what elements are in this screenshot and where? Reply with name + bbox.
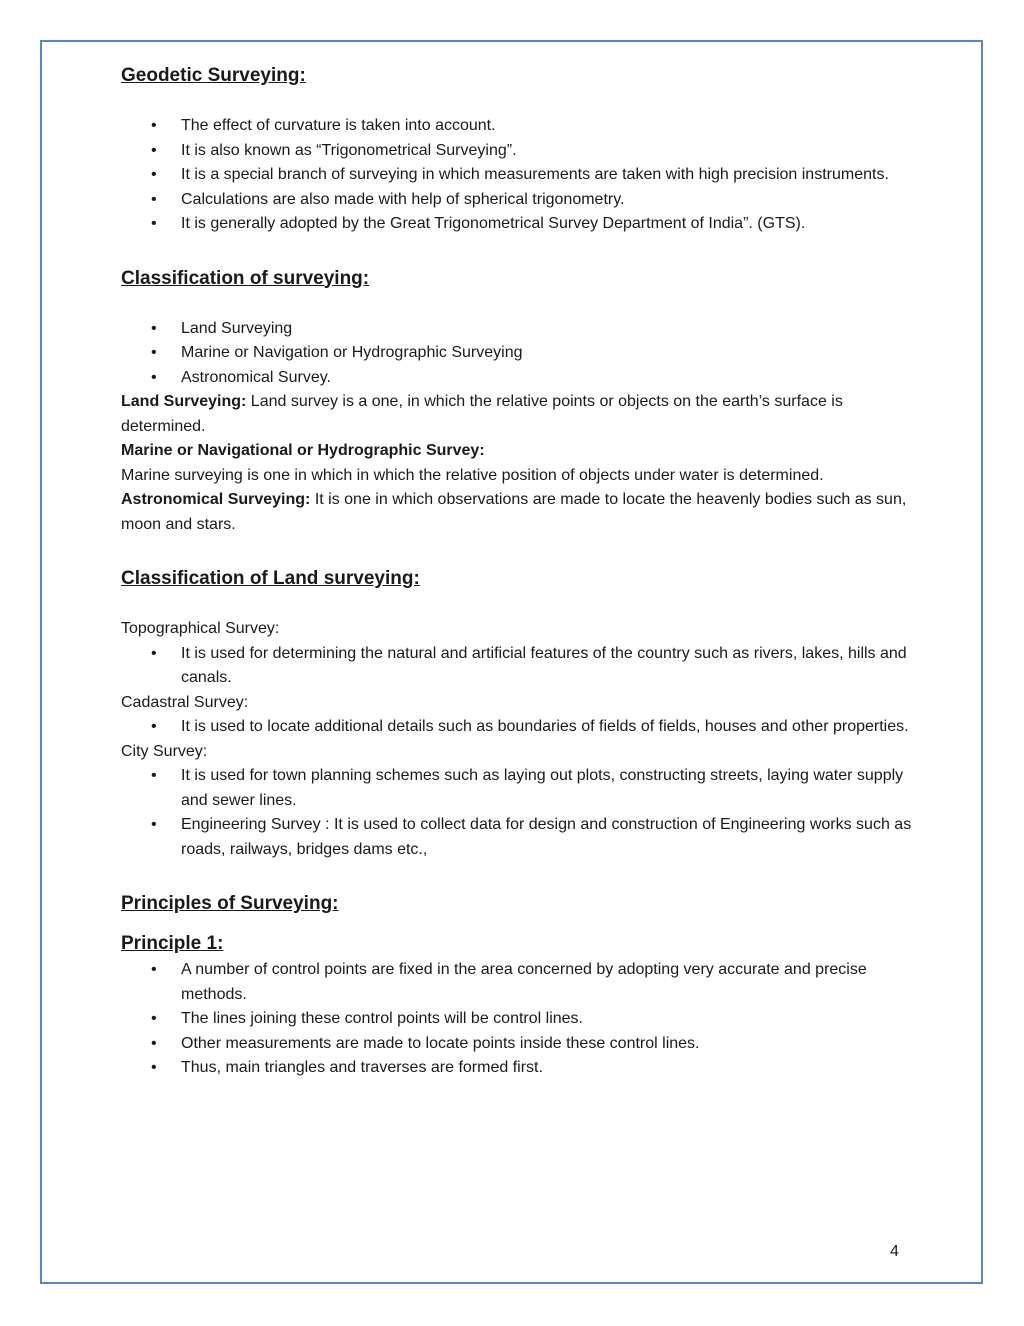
- marine-survey-label: Marine or Navigational or Hydrographic Survey:: [121, 442, 485, 459]
- cadastral-label: Cadastral Survey:: [121, 693, 249, 711]
- list-item: • Thus, main triangles and traverses are formed first.: [121, 1056, 921, 1081]
- geodetic-heading: Geodetic Surveying:: [121, 65, 306, 86]
- list-item: • It is also known as “Trigonometrical Surveying”.: [121, 139, 921, 164]
- page-number: 4: [890, 1243, 899, 1260]
- astronomical-label: Astronomical Surveying:: [121, 491, 311, 508]
- list-item: • It is used to locate additional details such as boundaries of fields of fields, houses and other properties.: [121, 715, 921, 740]
- topographical-label: Topographical Survey:: [121, 620, 280, 637]
- principle-1-list: [121, 958, 921, 1081]
- list-item: • It is used for town planning schemes such as laying out plots, constructing streets, laying water supply and sewer lines.: [121, 764, 921, 813]
- classification-heading: Classification of surveying:: [121, 267, 370, 289]
- land-classification-heading: Classification of Land surveying:: [121, 568, 420, 589]
- city-label: City Survey:: [121, 742, 208, 760]
- list-item: • The lines joining these control points will be control lines.: [121, 1007, 921, 1032]
- list-item: • A number of control points are fixed in the area concerned by adopting very accurate and precise methods.: [121, 958, 921, 1007]
- list-item: • It is used for determining the natural and artificial features of the country such as rivers, lakes, hills and canals.: [121, 642, 921, 691]
- document-content: [121, 62, 921, 1081]
- astronomical-paragraph: [121, 488, 921, 537]
- list-item: • Calculations are also made with help of spherical trigonometry.: [121, 188, 921, 213]
- land-surveying-label: Land Surveying:: [121, 393, 247, 410]
- principle-1-heading: Principle 1:: [121, 933, 224, 954]
- classification-list: [121, 317, 921, 391]
- principles-heading: Principles of Surveying:: [121, 893, 339, 914]
- geodetic-list: [121, 114, 921, 237]
- list-item: • Other measurements are made to locate points inside these control lines.: [121, 1032, 921, 1057]
- astronomical-text: It is one in which observations are made to locate the heavenly bodies such as sun, moon and stars.: [121, 491, 907, 533]
- list-item: • It is a special branch of surveying in which measurements are taken with high precision instruments.: [121, 163, 921, 188]
- marine-survey-text: Marine surveying is one in which in which the relative position of objects under water is determined.: [121, 466, 824, 484]
- list-item: • It is generally adopted by the Great Trigonometrical Survey Department of India”. (GTS).: [121, 212, 921, 237]
- list-item: • Engineering Survey : It is used to collect data for design and construction of Engineering works such as roads, railways, bridges dams etc.,: [121, 813, 921, 862]
- list-item: • Land Surveying: [121, 317, 921, 342]
- list-item: • Astronomical Survey.: [121, 366, 921, 391]
- city-list: [121, 764, 921, 862]
- cadastral-list: [121, 715, 921, 740]
- list-item: • The effect of curvature is taken into account.: [121, 114, 921, 139]
- land-surveying-paragraph: [121, 390, 921, 439]
- marine-survey-label-paragraph: [121, 439, 921, 464]
- topographical-list: [121, 642, 921, 691]
- list-item: • Marine or Navigation or Hydrographic Surveying: [121, 341, 921, 366]
- land-surveying-text: Land survey is a one, in which the relative points or objects on the earth’s surface is determined.: [121, 393, 843, 435]
